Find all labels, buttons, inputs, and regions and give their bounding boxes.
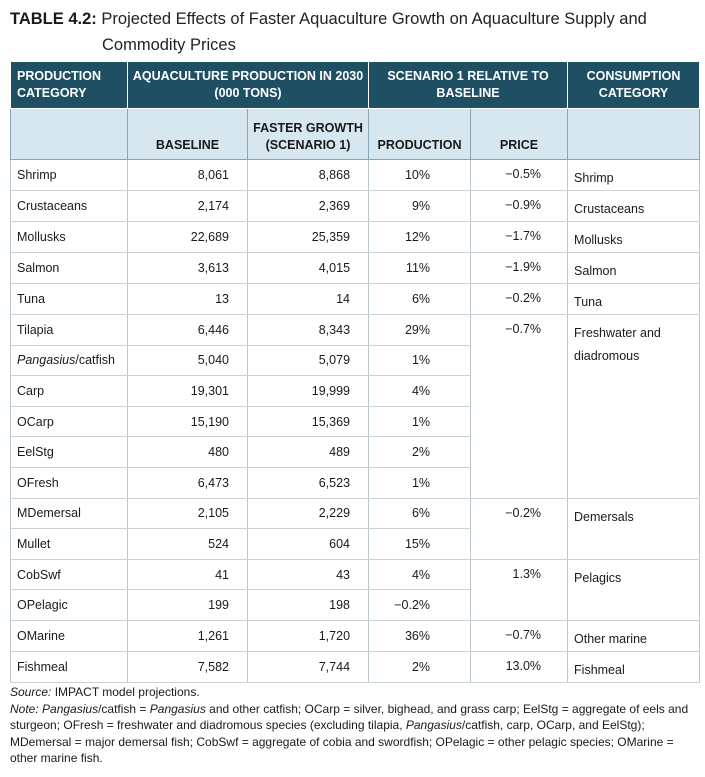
source-label: Source: (10, 685, 52, 699)
cell-baseline: 1,261 (128, 620, 248, 651)
table-row (11, 620, 700, 651)
cell-baseline: 8,061 (128, 160, 248, 191)
cell-price: −0.7% (471, 315, 568, 499)
cell-production: 29% (369, 315, 471, 346)
table-number: TABLE 4.2: (10, 10, 97, 28)
cell-production: 11% (369, 253, 471, 284)
cell-faster: 198 (248, 590, 369, 621)
cell-faster: 15,369 (248, 406, 369, 437)
cell-category (11, 345, 128, 376)
cell-category: Carp (11, 376, 128, 407)
cell-price: −0.2% (471, 284, 568, 315)
source-text: IMPACT model projections. (54, 685, 200, 699)
cell-baseline: 22,689 (128, 222, 248, 253)
note-label: Note: (10, 701, 39, 716)
subheader-price: PRICE (471, 109, 568, 160)
cell-production: 2% (369, 437, 471, 468)
header-scenario-relative: SCENARIO 1 RELATIVE TO BASELINE (369, 62, 568, 109)
table-row (11, 160, 700, 191)
table-row (11, 651, 700, 682)
cell-faster: 14 (248, 284, 369, 315)
cell-price: 13.0% (471, 651, 568, 682)
cell-production: 6% (369, 284, 471, 315)
header-production-category: PRODUCTION CATEGORY (11, 62, 128, 109)
cell-price: −0.2% (471, 498, 568, 559)
cell-production: 10% (369, 160, 471, 191)
cell-faster: 2,369 (248, 191, 369, 222)
cell-category-rest: /catfish (75, 353, 115, 368)
cell-price: −0.7% (471, 620, 568, 651)
cell-baseline: 13 (128, 284, 248, 315)
cell-production: 12% (369, 222, 471, 253)
cell-faster: 1,720 (248, 620, 369, 651)
note-italic-1: Pangasius (42, 701, 99, 716)
cell-consumption: Pelagics (568, 559, 700, 620)
header-consumption-category: CONSUMPTION CATEGORY (568, 62, 700, 109)
cell-baseline: 6,446 (128, 315, 248, 346)
cell-consumption: Demersals (568, 498, 700, 559)
subheader-empty-2 (568, 109, 700, 160)
cell-faster: 489 (248, 437, 369, 468)
cell-baseline: 2,105 (128, 498, 248, 529)
cell-faster: 4,015 (248, 253, 369, 284)
cell-production: 36% (369, 620, 471, 651)
cell-consumption: Salmon (568, 253, 700, 284)
cell-consumption: Other marine (568, 620, 700, 651)
subheader-baseline: BASELINE (128, 109, 248, 160)
cell-consumption: Crustaceans (568, 191, 700, 222)
cell-category: Mollusks (11, 222, 128, 253)
data-table (10, 61, 700, 683)
subheader-faster-growth: FASTER GROWTH (SCENARIO 1) (248, 109, 369, 160)
cell-baseline: 7,582 (128, 651, 248, 682)
cell-price: −0.9% (471, 191, 568, 222)
cell-category: Tuna (11, 284, 128, 315)
cell-faster: 2,229 (248, 498, 369, 529)
cell-category: OMarine (11, 620, 128, 651)
cell-consumption: Shrimp (568, 160, 700, 191)
table-row (11, 315, 700, 346)
cell-production: −0.2% (369, 590, 471, 621)
cell-consumption: Mollusks (568, 222, 700, 253)
cell-consumption: Freshwater and diadromous (568, 315, 700, 499)
cell-category: OCarp (11, 406, 128, 437)
cell-price: 1.3% (471, 559, 568, 620)
cell-production: 2% (369, 651, 471, 682)
table-row (11, 284, 700, 315)
cell-baseline: 19,301 (128, 376, 248, 407)
cell-faster: 5,079 (248, 345, 369, 376)
note-paragraph (10, 701, 700, 767)
table-title-text-line2: Commodity Prices (102, 36, 236, 54)
table-notes (10, 684, 700, 767)
table-row (11, 253, 700, 284)
cell-production: 4% (369, 376, 471, 407)
cell-faster: 8,343 (248, 315, 369, 346)
cell-category: Crustaceans (11, 191, 128, 222)
cell-baseline: 524 (128, 529, 248, 560)
header-row-sub (11, 109, 700, 160)
cell-category: OPelagic (11, 590, 128, 621)
cell-category: Mullet (11, 529, 128, 560)
cell-production: 9% (369, 191, 471, 222)
note-italic-2: Pangasius (149, 701, 206, 716)
cell-baseline: 41 (128, 559, 248, 590)
cell-category: Tilapia (11, 315, 128, 346)
note-italic-3: Pangasius (405, 718, 462, 732)
cell-price: −1.9% (471, 253, 568, 284)
table-row (11, 498, 700, 529)
cell-production: 1% (369, 467, 471, 498)
table-title (10, 6, 700, 58)
table-row (11, 559, 700, 590)
cell-price: −1.7% (471, 222, 568, 253)
cell-faster: 7,744 (248, 651, 369, 682)
cell-faster: 604 (248, 529, 369, 560)
cell-baseline: 5,040 (128, 345, 248, 376)
cell-consumption: Tuna (568, 284, 700, 315)
source-line (10, 684, 700, 701)
cell-price: −0.5% (471, 160, 568, 191)
cell-baseline: 199 (128, 590, 248, 621)
cell-baseline: 2,174 (128, 191, 248, 222)
cell-faster: 25,359 (248, 222, 369, 253)
cell-category: Salmon (11, 253, 128, 284)
cell-category-italic: Pangasius (17, 353, 76, 368)
cell-baseline: 6,473 (128, 467, 248, 498)
cell-production: 6% (369, 498, 471, 529)
note-text-3: /catfish, carp, OCarp, and EelStg); MDemersal = major demersal fish; CobSwf = aggregate of cobia and swordfish; OPelagic = other pelagic species; OMarine = other marine fish. (10, 718, 674, 765)
cell-production: 1% (369, 406, 471, 437)
cell-production: 15% (369, 529, 471, 560)
cell-faster: 19,999 (248, 376, 369, 407)
note-text-2: and other catfish; OCarp = silver, bighead, and grass carp; EelStg = aggregate of eels and sturgeon; OFresh = freshwater and diadromous species (excluding tilapia, (10, 701, 689, 732)
cell-baseline: 15,190 (128, 406, 248, 437)
cell-category: OFresh (11, 467, 128, 498)
table-row (11, 191, 700, 222)
subheader-empty (11, 109, 128, 160)
cell-category: MDemersal (11, 498, 128, 529)
table-row (11, 222, 700, 253)
subheader-production: PRODUCTION (369, 109, 471, 160)
cell-faster: 8,868 (248, 160, 369, 191)
cell-consumption: Fishmeal (568, 651, 700, 682)
cell-production: 4% (369, 559, 471, 590)
cell-category: CobSwf (11, 559, 128, 590)
cell-category: EelStg (11, 437, 128, 468)
cell-faster: 43 (248, 559, 369, 590)
cell-production: 1% (369, 345, 471, 376)
cell-category: Fishmeal (11, 651, 128, 682)
cell-faster: 6,523 (248, 467, 369, 498)
header-aquaculture-production: AQUACULTURE PRODUCTION IN 2030 (000 TONS) (128, 62, 369, 109)
table-title-text: Projected Effects of Faster Aquaculture Growth on Aquaculture Supply and (101, 10, 647, 28)
header-row-top (11, 62, 700, 109)
note-text-1: /catfish = (98, 701, 150, 716)
cell-category: Shrimp (11, 160, 128, 191)
cell-baseline: 480 (128, 437, 248, 468)
cell-baseline: 3,613 (128, 253, 248, 284)
